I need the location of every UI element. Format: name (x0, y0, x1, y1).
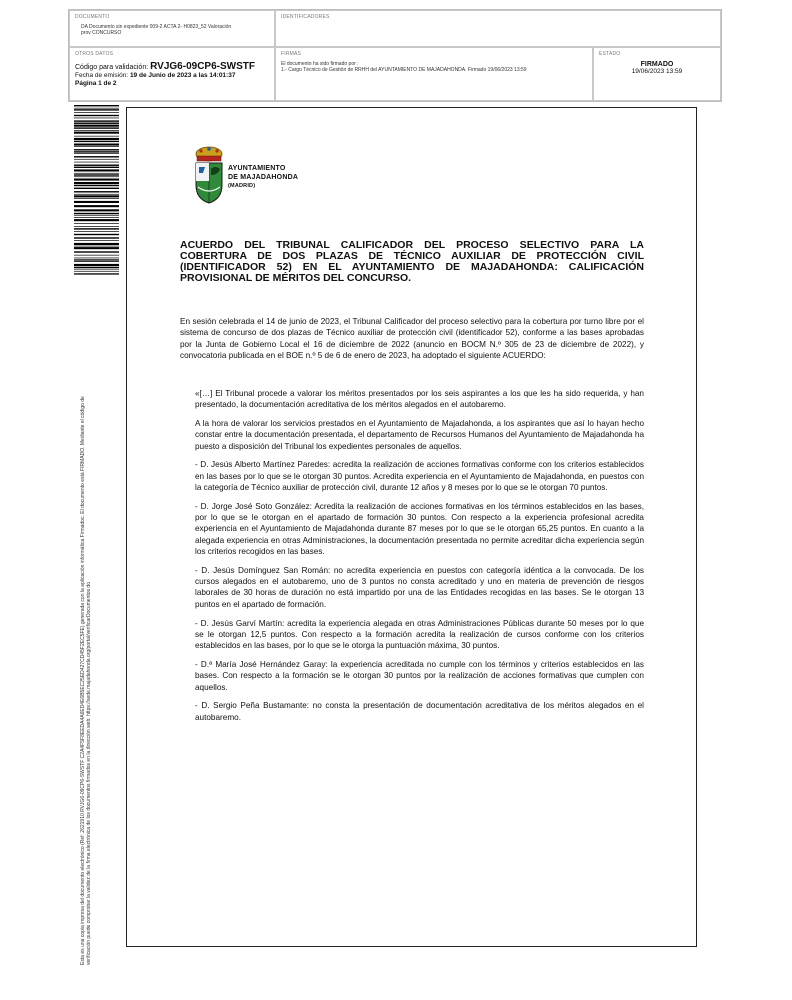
barcode-bar (74, 264, 119, 266)
barcode-bar (74, 191, 119, 192)
paragraph-2: A la hora de valorar los servicios prestados en el Ayuntamiento de Majadahonda, a los aspirantes que así lo hayan hecho constar entre la documentación presentada, el departamento de Recursos Humanos del Ayuntamiento de Majadahonda ha puesto a disposición del Tribunal los expedientes personales de aquellos. (195, 419, 644, 451)
paragraph-candidate-6: - D. Sergio Peña Bustamante: no consta la presentación de documentación acreditativa de los méritos alegados en el autobaremo. (195, 701, 644, 722)
documento-line1: DA Documento sin expediente 009-2 ACTA 2- H0823_52 Valoración (81, 24, 232, 30)
side-text-line2: verificación puede comprobar la validez de la firma electrónica de los documentos firmados en la dirección web: https://sede.majadahonda.org/portal/verificarDocumentos.do (86, 582, 92, 965)
barcode-bar (74, 267, 119, 268)
side-text-line1: Esta es una copia impresa del documento electrónico (Ref: 2621910 RVJG6-09CP6-SWSTF C2A4F5F8EEDA4A6ED4E6B5EC25ED427CD45F2EC5FE) generada con la aplicación informática Firmadoc. El documento está FIRMADO. Mediante el código de (80, 396, 86, 965)
barcode-bar (74, 179, 119, 181)
otros-datos-label: OTROS DATOS (75, 51, 114, 57)
barcode-bar (74, 146, 119, 147)
side-verification-text (80, 295, 92, 965)
barcode-bar (74, 219, 119, 221)
barcode-bar (74, 127, 119, 128)
firmas-line2: 1.- Cargo Técnico de Gestión de RRHH del AYUNTAMIENTO DE MAJADAHONDA. Firmado 19/06/2023 13:59 (281, 67, 527, 73)
barcode-bar (74, 115, 119, 116)
barcode-bar (74, 269, 119, 270)
barcode-bar (74, 271, 119, 272)
intro-paragraph: En sesión celebrada el 14 de junio de 2023, el Tribunal Calificador del proceso selectivo para la cobertura por turno libre por el sistema de concurso de dos plazas de Técnico auxiliar de protección civil (identificador 52), conforme a las bases aprobadas por la Junta de Gobierno Local el 16 de diciembre de 2022 (anuncio en BOCM N.º 305 de 23 de diciembre de 2022), y convocatoria publicada en el BOE n.º 5 de 6 de enero de 2023, ha adoptado el siguiente ACUERDO: (180, 317, 644, 360)
barcode-bar (74, 209, 119, 211)
barcode-bar (74, 123, 119, 124)
page-count: Página 1 de 2 (75, 80, 117, 87)
barcode-bar (74, 144, 119, 146)
barcode-bar (74, 167, 119, 168)
barcode-bar (74, 185, 119, 186)
documento-cell (69, 10, 275, 47)
barcode-bar (74, 173, 119, 174)
estado-label: ESTADO (599, 51, 621, 57)
barcode-bar (74, 165, 119, 166)
barcode-bar (74, 194, 119, 195)
barcode-bar (74, 108, 119, 109)
estado-cell (593, 47, 721, 101)
paragraph-1: «[…] El Tribunal procede a valorar los méritos presentados por los seis aspirantes a los que les ha sido requerida, y han presentado, la documentación acreditativa de los méritos alegados en el autobaremo. (195, 389, 644, 410)
emission-date: Fecha de emisión: 19 de Junio de 2023 a las 14:01:37 (75, 72, 236, 79)
ayuntamiento-name (228, 164, 298, 191)
barcode-bar (74, 136, 119, 137)
barcode-bar (74, 159, 119, 160)
barcode-bar (74, 169, 119, 171)
barcode (74, 105, 119, 275)
barcode-bar (74, 259, 119, 260)
barcode-bar (74, 138, 119, 140)
validation-code: Código para validación: RVJG6-09CP6-SWSTF (75, 61, 255, 72)
agreement-body (195, 388, 644, 730)
barcode-bar (74, 255, 119, 256)
barcode-bar (74, 130, 119, 131)
barcode-bar (74, 217, 119, 218)
barcode-bar (74, 174, 119, 175)
firmas-cell (275, 47, 593, 101)
barcode-bar (74, 274, 119, 275)
paragraph-candidate-3: - D. Jesús Domínguez San Román: no acredita experiencia en puestos con categoría idéntica a la convocada. De los cursos alegados en el autobaremo, uno de 3 puntos no consta acreditado y uno en materia de prevención de riesgos laborales de 30 horas de duración no está impartido por una de las Entidades recogidas en las bases. Se le otorgan 13 puntos en el apartado de formación. (195, 565, 644, 609)
identificadores-label: IDENTIFICADORES (281, 14, 330, 20)
firmas-label: FIRMAS (281, 51, 302, 57)
barcode-bar (74, 247, 119, 249)
barcode-bar (74, 118, 119, 119)
barcode-bar (74, 153, 119, 154)
barcode-bar (74, 251, 119, 252)
barcode-bar (74, 156, 119, 157)
otros-datos-cell (69, 47, 275, 101)
barcode-bar (74, 258, 119, 259)
barcode-bar (74, 205, 119, 207)
barcode-bar (74, 182, 119, 184)
barcode-bar (74, 109, 119, 110)
barcode-bar (74, 223, 119, 224)
documento-label: DOCUMENTO (75, 14, 110, 20)
barcode-bar (74, 226, 119, 227)
barcode-bar (74, 141, 119, 142)
barcode-bar (74, 231, 119, 232)
barcode-bar (74, 237, 119, 238)
identificadores-cell (275, 10, 721, 47)
estado-date: 19/06/2023 13:59 (631, 68, 683, 75)
barcode-bar (74, 215, 119, 216)
barcode-bar (74, 162, 119, 163)
paragraph-candidate-5: - D.ª María José Hernández Garay: la experiencia acreditada no cumple con los términos y criterios establecidos en las bases. Con respecto a la formación se le otorgan 30 puntos por la realización de acciones formativas que cumplen con aquellos. (195, 659, 644, 692)
paragraph-candidate-1: - D. Jesús Alberto Martínez Paredes: acredita la realización de acciones formativas conforme con los criterios establecidos en las bases por lo que se le otorgan 30 puntos. Acredita experiencia en el Ayuntamiento de Majadahonda, en puestos con la categoría de Técnico auxiliar de protección civil, durante 12 años y 8 meses por lo que se le otorgan 70 puntos. (195, 460, 644, 493)
barcode-bar (74, 260, 119, 261)
firmas-line1: El documento ha sido firmado por : (281, 61, 359, 67)
barcode-bar (74, 201, 119, 203)
barcode-bar (74, 125, 119, 127)
barcode-bar (74, 151, 119, 152)
paragraph-candidate-4: - D. Jesús Garví Martín: acredita la experiencia alegada en otras Administraciones Públicas durante 50 meses por lo que se le otorgan 12,5 puntos. Con respecto a la formación acredita la realización de cursos conforme con los criterios establecidos en las bases, por lo que se le otorga la puntuación máxima, 30 puntos. (195, 618, 644, 651)
signature-header (68, 9, 722, 102)
barcode-bar (74, 112, 119, 113)
barcode-bar (74, 188, 119, 189)
document-title: ACUERDO DEL TRIBUNAL CALIFICADOR DEL PROCESO SELECTIVO PARA LA COBERTURA DE DOS PLAZAS DE TÉCNICO AUXILIAR DE PROTECCIÓN CIVIL (IDENTIFICADOR 52) EN EL AYUNTAMIENTO DE MAJADAHONDA: CALIFICACIÓN PROVISIONAL DE MÉRITOS DEL CONCURSO. (180, 239, 644, 284)
barcode-bar (74, 195, 119, 197)
barcode-bar (74, 176, 119, 177)
paragraph-candidate-2: - D. Jorge José Soto González: Acredita la realización de acciones formativas en los términos establecidos en las bases, por lo que se le otorgan en el apartado de formación 30 puntos. Con respecto a la experiencia profesional acredita experiencia en el Ayuntamiento de Majadahonda durante 87 meses por lo que se le otorgan 65,25 puntos. En cuanto a la alegada experiencia en otras Administraciones, la documentación presentada no permite acreditar dicha experiencia según los criterios recogidos en las bases. (195, 501, 644, 557)
barcode-bar (74, 213, 119, 214)
barcode-bar (74, 198, 119, 199)
barcode-bar (74, 240, 119, 241)
barcode-bar (74, 228, 119, 229)
documento-line2: prov CONCURSO (81, 30, 122, 36)
barcode-bar (74, 132, 119, 134)
barcode-bar (74, 105, 119, 106)
ayuntamiento-line1: AYUNTAMIENTO (228, 165, 286, 172)
coat-of-arms-logo (192, 145, 226, 205)
ayuntamiento-line2: DE MAJADAHONDA (228, 174, 299, 181)
barcode-bar (74, 243, 119, 245)
estado-value: FIRMADO (640, 61, 674, 68)
barcode-bar (74, 273, 119, 274)
barcode-bar (74, 234, 119, 235)
barcode-bar (74, 149, 119, 150)
ayuntamiento-line3: (MADRID) (228, 183, 256, 189)
barcode-bar (74, 120, 119, 121)
barcode-bar (74, 246, 119, 247)
